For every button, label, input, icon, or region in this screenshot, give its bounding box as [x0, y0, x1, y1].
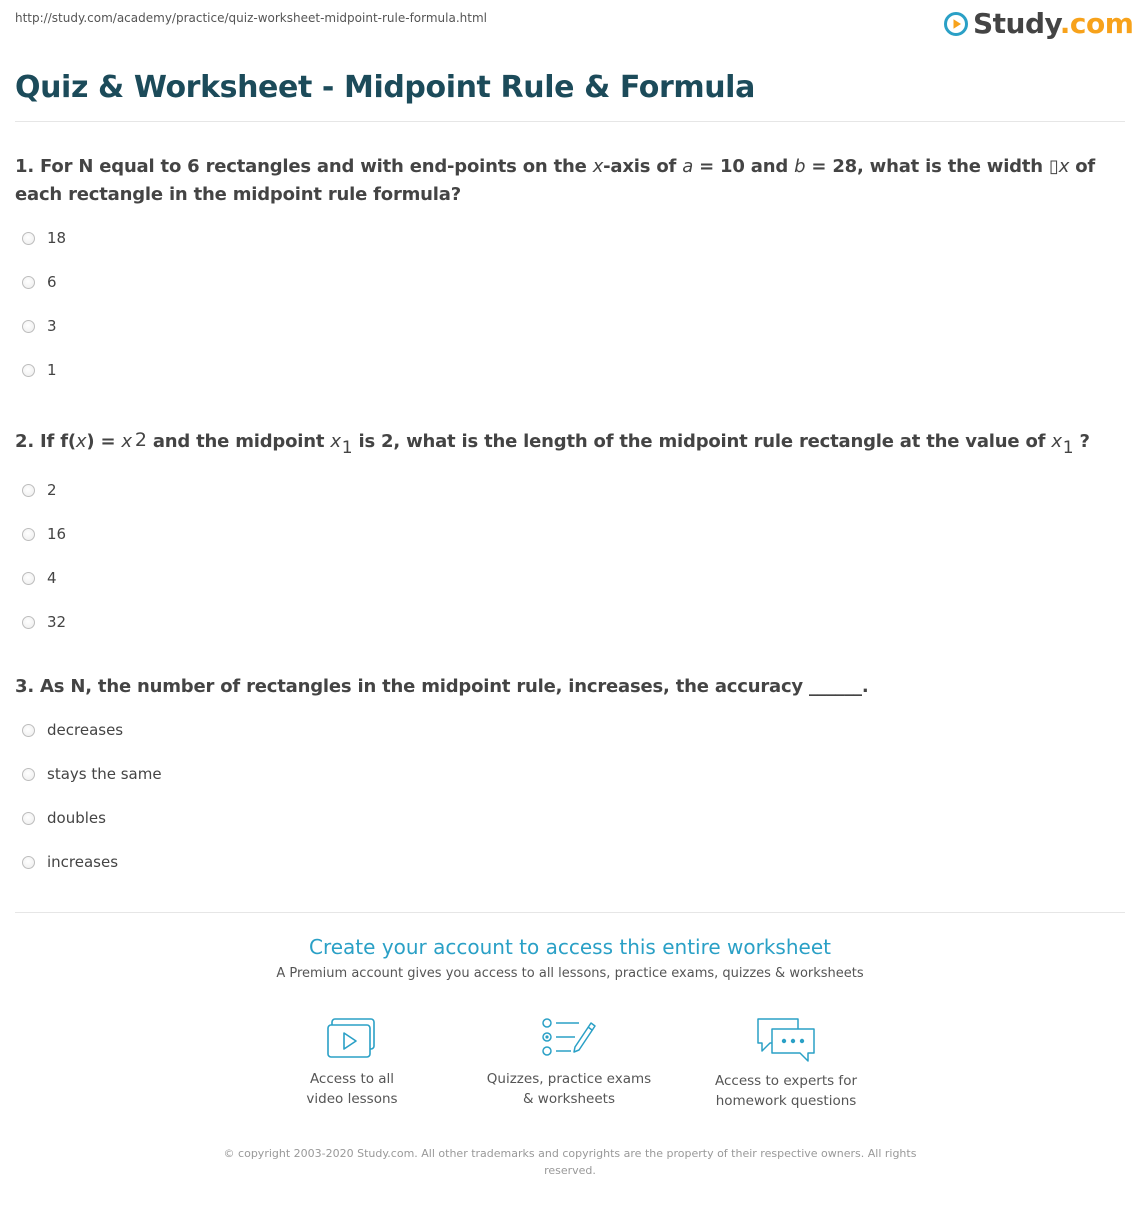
option-label: decreases	[47, 721, 124, 739]
radio-button[interactable]	[22, 572, 35, 585]
feature-quizzes	[469, 1017, 669, 1109]
play-logo-icon	[944, 12, 968, 36]
option-label: 3	[47, 317, 57, 335]
feature-label: Access to all video lessons	[306, 1071, 398, 1107]
question-2-option[interactable]	[22, 480, 57, 500]
question-3-text: 3. As N, the number of rectangles in the midpoint rule, increases, the accuracy ______.	[15, 676, 869, 697]
section-divider	[15, 912, 1125, 913]
question-2-option[interactable]	[22, 568, 57, 588]
radio-button[interactable]	[22, 528, 35, 541]
option-label: 2	[47, 481, 57, 499]
option-label: doubles	[47, 809, 106, 827]
question-1-option[interactable]	[22, 272, 57, 292]
option-label: 32	[47, 613, 67, 631]
copyright-notice: © copyright 2003-2020 Study.com. All other trademarks and copyrights are the property of their respective owners. All rights reserved.	[223, 1147, 917, 1177]
option-label: 4	[47, 569, 57, 587]
radio-button[interactable]	[22, 276, 35, 289]
feature-video-lessons	[252, 1017, 452, 1109]
radio-button[interactable]	[22, 484, 35, 497]
feature-label: Quizzes, practice exams & worksheets	[486, 1071, 652, 1107]
option-label: 1	[47, 361, 57, 379]
radio-button[interactable]	[22, 768, 35, 781]
question-3-option[interactable]	[22, 764, 162, 784]
study-logo[interactable]	[944, 6, 1133, 42]
logo-text: Study.com	[973, 7, 1134, 40]
question-2-option[interactable]	[22, 612, 66, 632]
question-1-option[interactable]	[22, 316, 57, 336]
page-title: Quiz & Worksheet - Midpoint Rule & Formula	[15, 70, 755, 105]
question-1-option[interactable]	[22, 360, 57, 380]
radio-button[interactable]	[22, 616, 35, 629]
quiz-checklist-icon	[541, 1017, 597, 1061]
question-3-option[interactable]	[22, 808, 106, 828]
page-url: http://study.com/academy/practice/quiz-worksheet-midpoint-rule-formula.html	[15, 11, 487, 25]
title-divider	[15, 121, 1125, 122]
option-label: stays the same	[47, 765, 162, 783]
question-2-option[interactable]	[22, 524, 66, 544]
feature-label: Access to experts for homework questions	[714, 1073, 857, 1109]
question-1-text: 1. For N equal to 6 rectangles and with end-points on the x-axis of a = 10 and b = 28, what is the width ▯x of each rectangle in the midpoint rule formula?	[15, 156, 1096, 205]
option-label: 18	[47, 229, 67, 247]
radio-button[interactable]	[22, 812, 35, 825]
option-label: increases	[47, 853, 119, 871]
delta-glyph: ▯	[1048, 156, 1059, 177]
radio-button[interactable]	[22, 232, 35, 245]
radio-button[interactable]	[22, 364, 35, 377]
chat-bubbles-icon	[754, 1017, 818, 1063]
video-lessons-icon	[326, 1017, 378, 1061]
cta-subtitle: A Premium account gives you access to all lessons, practice exams, quizzes & worksheets	[276, 966, 864, 981]
radio-button[interactable]	[22, 724, 35, 737]
option-label: 6	[47, 273, 57, 291]
question-2-text: 2. If f(x) = x $^2$ and the midpoint $x_1$ is 2, what is the length of the midpoint rule rectangle at the value of $x_1$ ?	[15, 429, 1090, 458]
question-3-option[interactable]	[22, 720, 123, 740]
cta-title-link[interactable]: Create your account to access this entire worksheet	[309, 935, 831, 959]
feature-experts	[686, 1017, 886, 1111]
option-label: 16	[47, 525, 67, 543]
question-3-option[interactable]	[22, 852, 118, 872]
question-1-option[interactable]	[22, 228, 66, 248]
radio-button[interactable]	[22, 856, 35, 869]
radio-button[interactable]	[22, 320, 35, 333]
